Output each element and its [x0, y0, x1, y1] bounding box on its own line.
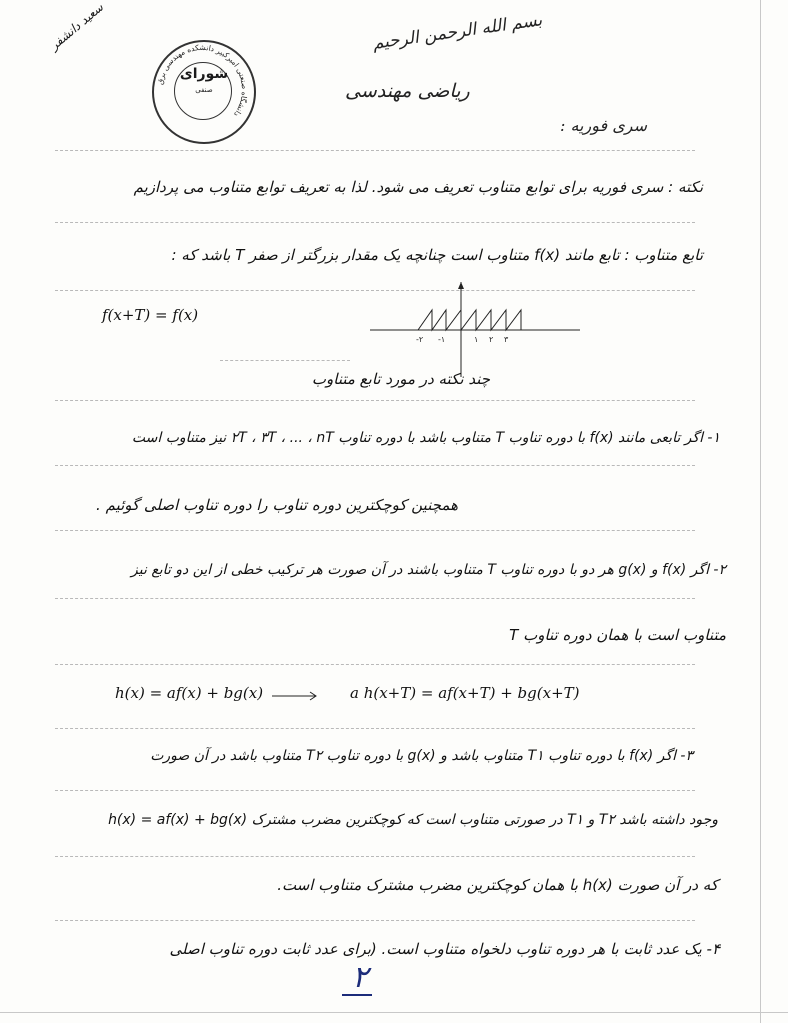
scan-edge-bottom: [0, 1012, 788, 1013]
rule-line: [55, 920, 695, 921]
y-axis-arrow-icon: [458, 282, 464, 289]
point-3-line-a: ۳- اگر f(x) با دوره تناوب T۱ متناوب باشد و g(x) با دوره تناوب T۲ متناوب باشد در آن صورت: [150, 748, 693, 764]
point-3-line-b: h(x) = af(x) + bg(x) در صورتی متناوب است که کوچکترین مضرب مشترک T۱ و T۲ وجود داشته باشد: [108, 812, 718, 828]
note-line: نکته : سری فوریه برای توابع متناوب تعریف می شود. لذا به تعریف توابع متناوب می پردازیم: [133, 178, 703, 196]
point-1-line-a: ۱- اگر تابعی مانند f(x) با دوره تناوب T متناوب باشد با دوره تناوب ۲T ، ۳T ، ... ، nT نیز متناوب است: [131, 430, 720, 446]
linear-formula-left: h(x) = af(x) + bg(x): [115, 684, 264, 702]
course-title: ریاضی مهندسی: [345, 80, 470, 102]
scan-edge-right: [760, 0, 761, 1023]
rule-line: [55, 728, 695, 729]
tick-label-neg2: -۲: [416, 335, 424, 344]
svg-text:دانشگاه صنعتی امیرکبیر دانشکده: دانشگاه صنعتی امیرکبیر دانشکده مهندسی برق: [155, 42, 250, 119]
rule-line: [55, 598, 695, 599]
rule-line: [55, 150, 695, 151]
page-number-underline: [342, 994, 372, 996]
implies-arrow-icon: [272, 690, 322, 702]
university-stamp: [152, 40, 256, 144]
rule-line: [55, 465, 695, 466]
point-2-line-b: متناوب است با همان دوره تناوب T: [509, 626, 726, 644]
point-3-line-c: که در آن صورت h(x) با همان کوچکترین مضرب مشترک متناوب است.: [277, 876, 718, 894]
stamp-sub-text: صنفی: [195, 86, 213, 94]
rule-line: [55, 222, 695, 223]
periodic-formula: f(x+T) = f(x): [102, 306, 199, 324]
page-number: ۲: [351, 960, 369, 995]
tick-label-2: ۲: [489, 335, 494, 344]
periodic-definition: تابع متناوب : تابع مانند f(x) متناوب است چنانچه یک مقدار بزرگتر از صفر T باشد که :: [171, 246, 703, 264]
sawtooth-wave: [418, 310, 521, 330]
point-1-line-b: همچنین کوچکترین دوره تناوب را دوره تناوب اصلی گوئیم .: [96, 496, 458, 514]
side-signature: سعید دانشفر: [47, 0, 106, 53]
rule-line: [55, 664, 695, 665]
point-4-line-a: ۴- یک عدد ثابت با هر دوره تناوب دلخواه متناوب است. (برای عدد ثابت دوره تناوب اصلی: [169, 940, 720, 958]
bismillah: بسم الله الرحمن الرحیم: [371, 10, 544, 54]
rule-line: [55, 400, 695, 401]
linear-formula-right: a h(x+T) = af(x+T) + bg(x+T): [350, 684, 580, 702]
points-heading: چند نکته در مورد تابع متناوب: [311, 370, 490, 388]
rule-line: [220, 360, 350, 361]
section-title: سری فوریه :: [560, 116, 647, 135]
tick-label-neg1: -۱: [438, 335, 446, 344]
tick-label-3: ۳: [504, 335, 509, 344]
rule-line: [55, 856, 695, 857]
rule-line: [55, 790, 695, 791]
point-2-line-a: ۲- اگر f(x) و g(x) هر دو با دوره تناوب T متناوب باشند در آن صورت هر ترکیب خطی از این دو تابع نیز: [131, 562, 726, 578]
stamp-center-text: شورای: [179, 66, 229, 82]
tick-label-1: ۱: [474, 335, 479, 344]
sawtooth-graph: [370, 282, 590, 382]
rule-line: [55, 530, 695, 531]
